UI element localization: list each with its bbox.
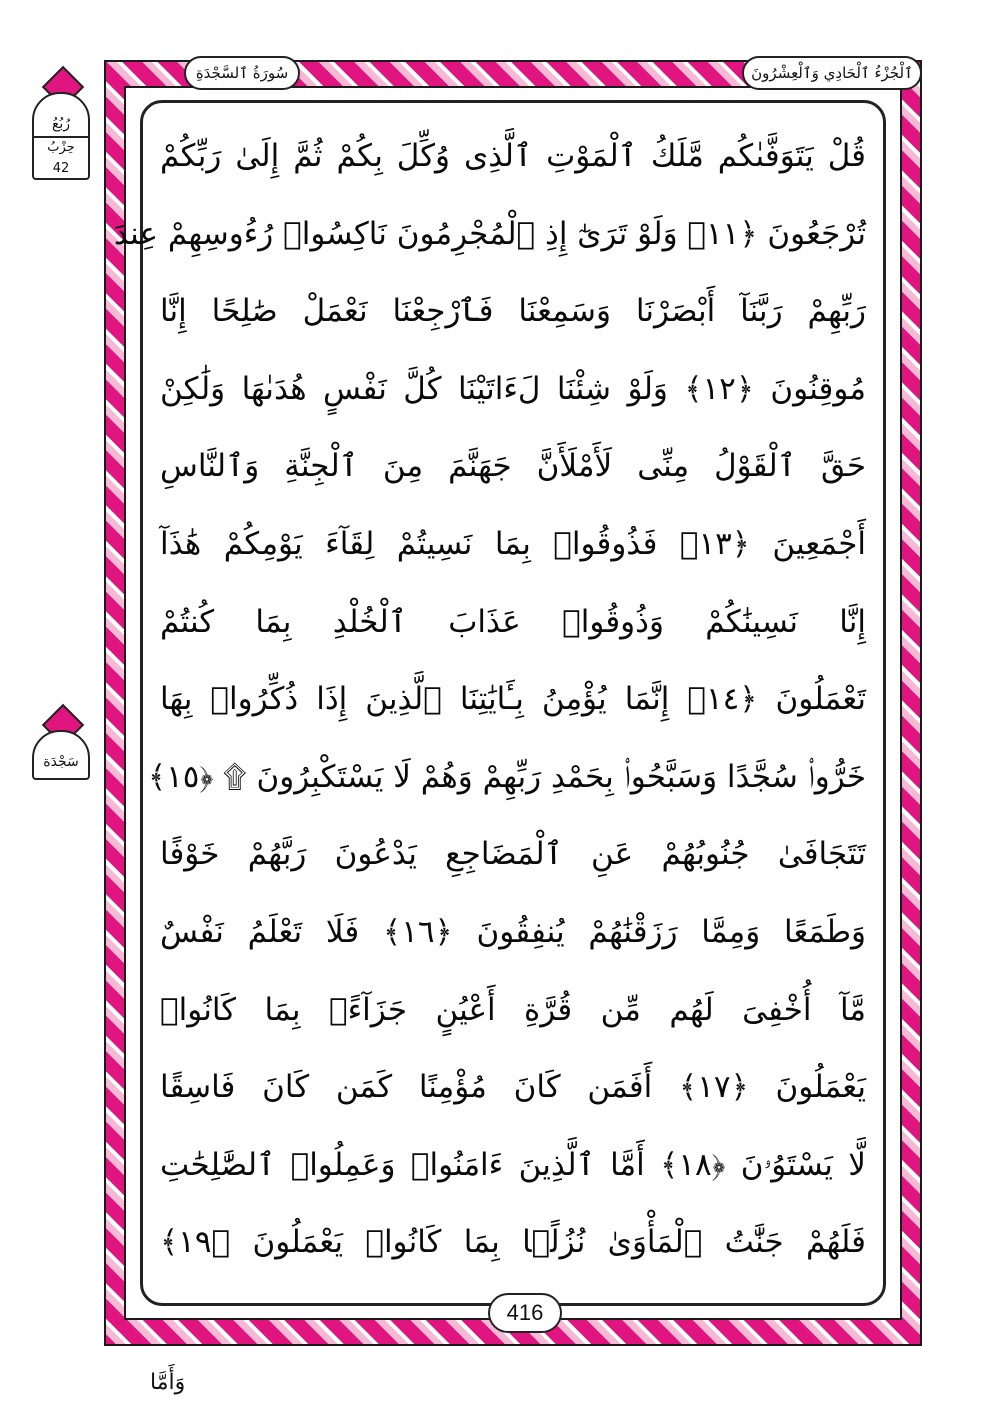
- catchword: وَأَمَّا: [150, 1370, 186, 1395]
- text-line: حَقَّ ٱلْقَوْلُ مِنِّى لَأَمْلَأَنَّ جَهَنَّمَ مِنَ ٱلْجِنَّةِ وَٱلنَّاسِ: [160, 448, 866, 485]
- sajda-box: [32, 730, 90, 780]
- juz-title: ٱلْجُزْءُ ٱلْحَادِي وَٱلْعِشْرُونَ: [751, 64, 913, 82]
- juz-header: [742, 56, 922, 90]
- text-line: تَتَجَافَىٰ جُنُوبُهُمْ عَنِ ٱلْمَضَاجِعِ يَدْعُونَ رَبَّهُمْ خَوْفًا: [160, 836, 866, 873]
- text-line: يَعْمَلُونَ ﴿١٧﴾ أَفَمَن كَانَ مُؤْمِنًا كَمَن كَانَ فَاسِقًا: [160, 1069, 866, 1106]
- text-line: وَطَمَعًا وَمِمَّا رَزَقْنَٰهُمْ يُنفِقُونَ ﴿١٦﴾ فَلَا تَعْلَمُ نَفْسٌ: [160, 913, 866, 950]
- text-line: قُلْ يَتَوَفَّىٰكُم مَّلَكُ ٱلْمَوْتِ ٱلَّذِى وُكِّلَ بِكُمْ ثُمَّ إِلَىٰ رَبِّكُمْ: [160, 138, 866, 174]
- rub-hizb-box: [32, 92, 90, 180]
- text-line: خَرُّوا۟ سُجَّدًا وَسَبَّحُوا۟ بِحَمْدِ رَبِّهِمْ وَهُمْ لَا يَسْتَكْبِرُونَ ۩ ﴿١٥﴾: [147, 758, 866, 795]
- text-line: رَبِّهِمْ رَبَّنَآ أَبْصَرْنَا وَسَمِعْنَا فَٱرْجِعْنَا نَعْمَلْ صَٰلِحًا إِنَّا: [160, 293, 866, 330]
- text-line: فَلَهُمْ جَنَّٰتُ ٱلْمَأْوَىٰ نُزُلًۢا بِمَا كَانُوا۟ يَعْمَلُونَ ﴿١٩﴾: [160, 1224, 866, 1261]
- rub-hizb-marker: [32, 62, 94, 180]
- rub-label: رُبُعُ: [51, 116, 71, 132]
- sajda-label: سَجْدَة: [43, 754, 79, 770]
- quran-text: [113, 118, 866, 1282]
- surah-title: سُورَةُ ٱلسَّجْدَةِ: [195, 64, 289, 82]
- text-line: مَّآ أُخْفِىَ لَهُم مِّن قُرَّةِ أَعْيُنٍ جَزَآءًۢ بِمَا كَانُوا۟: [160, 991, 866, 1028]
- hizb-number: 42: [52, 161, 70, 176]
- page-number: 416: [488, 1293, 562, 1333]
- text-line: مُوقِنُونَ ﴿١٢﴾ وَلَوْ شِئْنَا لَءَاتَيْنَا كُلَّ نَفْسٍ هُدَىٰهَا وَلَٰكِنْ: [160, 370, 866, 407]
- surah-header: [184, 56, 300, 90]
- text-line: لَّا يَسْتَوُۥنَ ﴿١٨﴾ أَمَّا ٱلَّذِينَ ءَامَنُوا۟ وَعَمِلُوا۟ ٱلصَّٰلِحَٰتِ: [160, 1146, 866, 1183]
- sajda-marker: [32, 700, 94, 780]
- text-line: إِنَّا نَسِينَٰكُمْ وَذُوقُوا۟ عَذَابَ ٱلْخُلْدِ بِمَا كُنتُمْ: [160, 603, 866, 640]
- hizb-label: حِزْبُ: [34, 136, 88, 157]
- text-line: تُرْجَعُونَ ﴿١١﴾ وَلَوْ تَرَىٰٓ إِذِ ٱلْمُجْرِمُونَ نَاكِسُوا۟ رُءُوسِهِمْ عِندَ: [113, 215, 866, 252]
- text-line: تَعْمَلُونَ ﴿١٤﴾ إِنَّمَا يُؤْمِنُ بِـَٔايَٰتِنَا ٱلَّذِينَ إِذَا ذُكِّرُوا۟ بِهَا: [160, 681, 866, 718]
- text-line: أَجْمَعِينَ ﴿١٣﴾ فَذُوقُوا۟ بِمَا نَسِيتُمْ لِقَآءَ يَوْمِكُمْ هَٰذَآ: [160, 525, 866, 562]
